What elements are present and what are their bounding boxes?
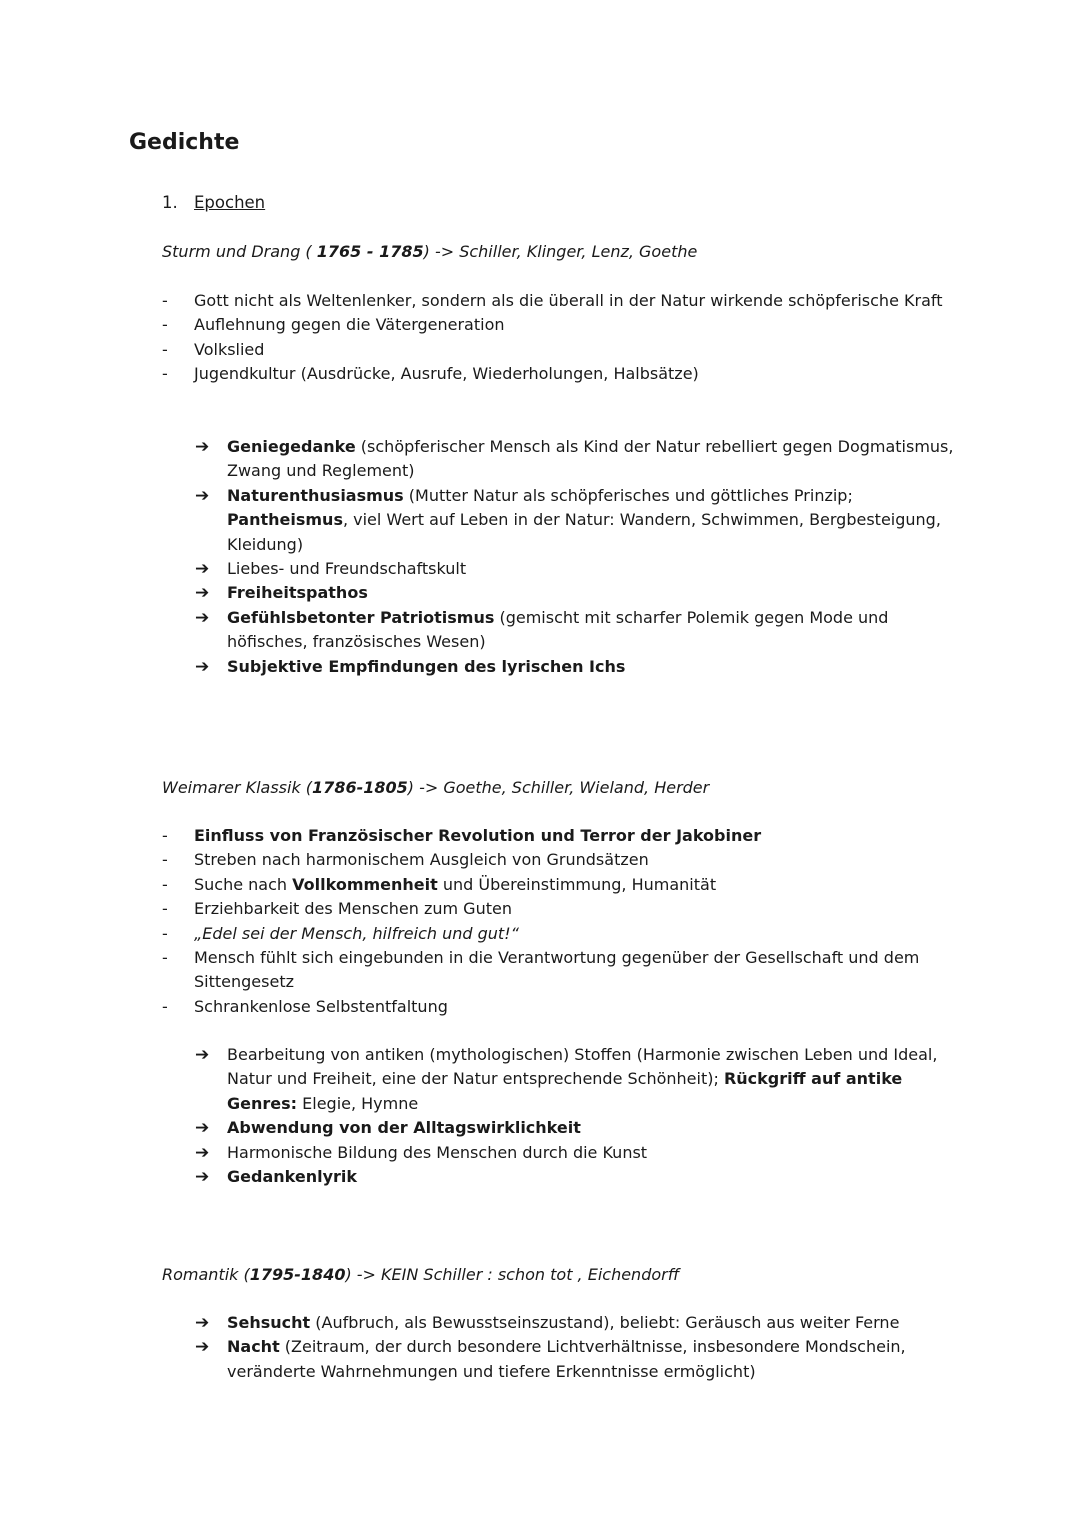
list-item [162, 824, 952, 848]
arrow-item-text: (Mutter Natur als schöpferisches und göttliches Prinzip; [403, 485, 853, 505]
list-item-text: Volkslied [194, 339, 265, 359]
list-item-text: Schrankenlose Selbstentfaltung [194, 996, 448, 1016]
arrow-item-text: (Aufbruch, als Bewusstseinszustand), beliebt: Geräusch aus weiter Ferne [310, 1313, 900, 1332]
arrow-item-bold: Gefühlsbetonter Patriotismus [227, 607, 495, 627]
epoch-heading-authors: ) -> Schiller, Klinger, Lenz, Goethe [423, 242, 698, 261]
dash-marker: - [162, 364, 168, 384]
arrow-right-icon: ➔ [195, 485, 210, 506]
arrow-item-bold: Nacht [227, 1337, 280, 1357]
dash-marker: - [162, 826, 168, 845]
list-item-text: Mensch fühlt sich eingebunden in die Verantwortung gegenüber der Gesellschaft und dem Sittengesetz [194, 948, 920, 992]
sturm-arrow-list [195, 435, 955, 679]
arrow-item [195, 557, 955, 581]
klassik-bullet-list [162, 824, 952, 1019]
arrow-item [195, 435, 955, 484]
list-item-text: Erziehbarkeit des Menschen zum Guten [194, 899, 512, 919]
arrow-item [195, 1335, 955, 1384]
list-item-text: Jugendkultur (Ausdrücke, Ausrufe, Wiederholungen, Halbsätze) [194, 364, 699, 384]
dash-marker: - [162, 874, 168, 894]
epoch-heading-klassik [162, 778, 709, 797]
arrow-item-text: , viel Wert auf Leben in der Natur: Wandern, Schwimmen, Bergbesteigung, Kleidung) [227, 510, 941, 554]
arrow-item-bold: Abwendung von der Alltagswirklichkeit [227, 1118, 581, 1138]
dash-marker: - [162, 291, 168, 310]
dash-marker: - [162, 315, 168, 335]
arrow-item [195, 1116, 955, 1140]
list-item-text: Gott nicht als Weltenlenker, sondern als die überall in der Natur wirkende schöpferische Kraft [194, 291, 943, 310]
list-item [162, 873, 952, 897]
arrow-item [195, 1165, 955, 1189]
list-item-text: Auflehnung gegen die Vätergeneration [194, 315, 505, 335]
arrow-item-bold: Freiheitspathos [227, 583, 368, 603]
list-item [162, 289, 952, 313]
arrow-item [195, 581, 955, 605]
arrow-item-text: (schöpferischer Mensch als Kind der Natur rebelliert gegen Dogmatismus, Zwang und Reglement) [227, 437, 954, 481]
list-item [162, 946, 952, 995]
page-title: Gedichte [129, 130, 240, 155]
dash-marker: - [162, 948, 168, 968]
arrow-right-icon: ➔ [195, 1337, 210, 1358]
list-item-bold: Einfluss von Französischer Revolution und Terror der Jakobiner [194, 826, 762, 845]
list-item [162, 995, 952, 1019]
arrow-item-text: (gemischt mit scharfer Polemik gegen Mode und höfisches, französisches Wesen) [227, 607, 889, 652]
arrow-item [195, 655, 955, 679]
arrow-right-icon: ➔ [195, 607, 210, 628]
arrow-right-icon: ➔ [195, 559, 210, 580]
epoch-years: 1795-1840 [249, 1265, 346, 1284]
dash-marker: - [162, 923, 168, 943]
epoch-years: 1765 - 1785 [316, 242, 424, 261]
arrow-right-icon: ➔ [195, 1167, 210, 1188]
sturm-bullet-list [162, 289, 952, 387]
list-item-text: Streben nach harmonischem Ausgleich von Grundsätzen [194, 850, 649, 870]
epoch-heading-text: Weimarer Klassik ( [162, 778, 313, 797]
arrow-item [195, 484, 955, 557]
epoch-heading-text: Sturm und Drang ( [162, 242, 317, 261]
section-number: 1. [162, 193, 178, 212]
romantik-arrow-list [195, 1311, 955, 1384]
arrow-item-text: (Zeitraum, der durch besondere Lichtverhältnisse, insbesondere Mondschein, veränderte Wahrnehmungen und tiefere Erkenntnisse ermöglicht) [227, 1337, 906, 1381]
arrow-item [195, 1311, 955, 1335]
epoch-heading-authors: ) -> KEIN Schiller : schon tot , Eichendorff [345, 1265, 680, 1284]
arrow-item [195, 1043, 955, 1116]
arrow-item-bold: Naturenthusiasmus [227, 485, 404, 505]
arrow-right-icon: ➔ [195, 1142, 210, 1163]
section-heading [162, 193, 265, 212]
arrow-item-text: Liebes- und Freundschaftskult [227, 559, 467, 579]
list-item [162, 362, 952, 386]
arrow-item-bold: Subjektive Empfindungen des lyrischen Ichs [227, 656, 626, 676]
list-item-text: Suche nach [194, 874, 293, 894]
epoch-years: 1786-1805 [312, 778, 408, 797]
list-item-text: und Übereinstimmung, Humanität [437, 874, 717, 894]
arrow-item-bold: Pantheismus [227, 510, 343, 530]
arrow-right-icon: ➔ [195, 1313, 210, 1333]
arrow-item-bold: Sehsucht [227, 1313, 311, 1332]
arrow-right-icon: ➔ [195, 437, 210, 457]
dash-marker: - [162, 339, 168, 359]
arrow-item-bold: Gedankenlyrik [227, 1167, 358, 1187]
list-item [162, 922, 952, 946]
dash-marker: - [162, 850, 168, 870]
list-item-quote: „Edel sei der Mensch, hilfreich und gut!“ [194, 923, 519, 943]
list-item [162, 313, 952, 337]
arrow-right-icon: ➔ [195, 656, 210, 677]
list-item [162, 338, 952, 362]
klassik-arrow-list [195, 1043, 955, 1189]
arrow-item-text: Elegie, Hymne [297, 1093, 419, 1113]
list-item-bold: Vollkommenheit [292, 874, 438, 894]
arrow-item-bold: Rückgriff auf antike Genres: [227, 1069, 903, 1113]
epoch-heading-authors: ) -> Goethe, Schiller, Wieland, Herder [407, 778, 710, 797]
dash-marker: - [162, 899, 168, 919]
epoch-heading-text: Romantik ( [162, 1265, 250, 1284]
arrow-item-text: Bearbeitung von antiken (mythologischen) Stoffen (Harmonie zwischen Leben und Ideal, Natur und Freiheit, eine der Natur entsprechende Schönheit); [227, 1045, 938, 1089]
epoch-heading-romantik [162, 1265, 679, 1284]
list-item [162, 897, 952, 921]
arrow-item [195, 606, 955, 655]
arrow-right-icon: ➔ [195, 583, 210, 604]
arrow-item [195, 1141, 955, 1165]
arrow-item-bold: Geniegedanke [227, 437, 356, 456]
epoch-heading-sturm [162, 242, 697, 261]
dash-marker: - [162, 996, 168, 1016]
list-item [162, 848, 952, 872]
section-label: Epochen [194, 193, 266, 212]
arrow-item-text: Harmonische Bildung des Menschen durch die Kunst [227, 1142, 648, 1162]
arrow-right-icon: ➔ [195, 1118, 210, 1139]
arrow-right-icon: ➔ [195, 1045, 210, 1065]
